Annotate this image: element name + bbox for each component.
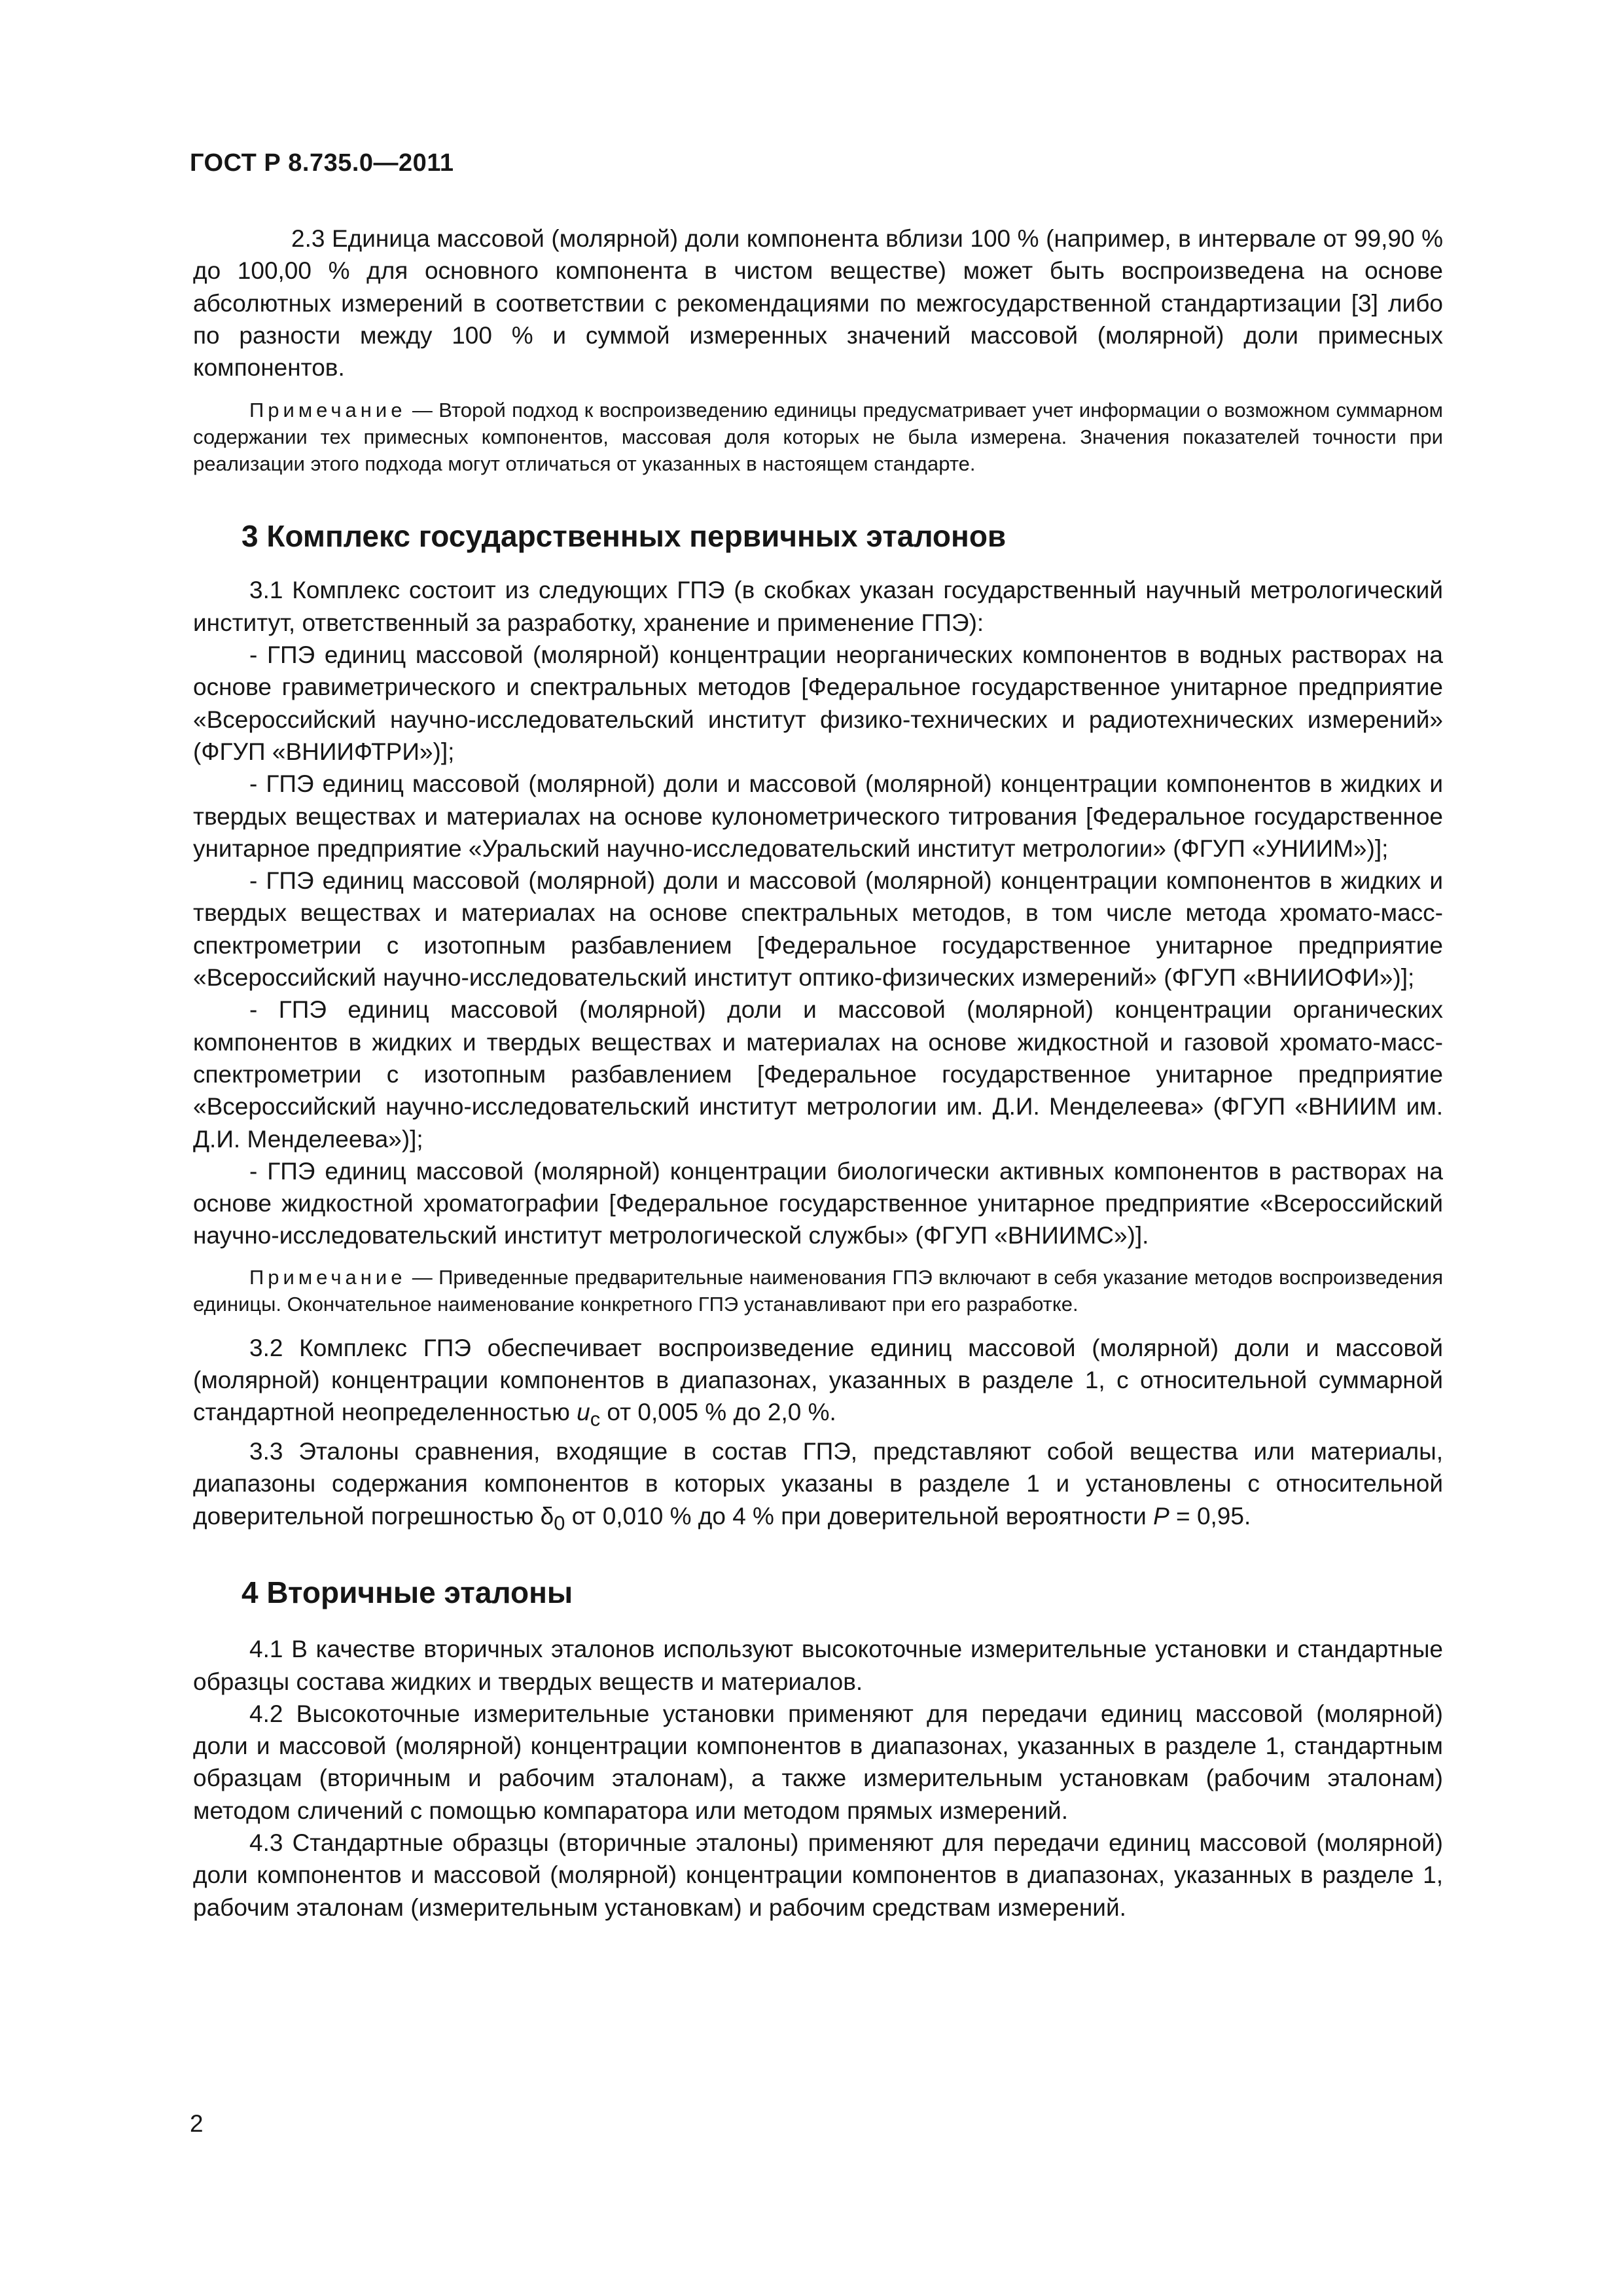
note-lead: Примечание bbox=[249, 399, 406, 422]
paragraph-3-3 bbox=[193, 1435, 1443, 1539]
paragraph-4-1: 4.1 В качестве вторичных эталонов используют высокоточные измерительные установки и стандартные образцы состава жидких и твердых веществ и материалов. bbox=[193, 1636, 1443, 1695]
p3-3-text: 3.3 Эталоны сравнения, входящие в состав ГПЭ, представляют собой вещества или материалы, диапазоны содержания компонентов в которых указаны в разделе 1 и установлены с относительной доверительной погрешностью bbox=[193, 1438, 1443, 1530]
list-item-vniims: - ГПЭ единиц массовой (молярной) концентрации биологически активных компонентов в растворах на основе жидкостной хроматографии [Федеральное государственное унитарное предприятие «Всероссийский научно-исследовательский институт метрологической службы» (ФГУП «ВНИИМС»)]. bbox=[193, 1157, 1443, 1249]
paragraph-4-2: 4.2 Высокоточные измерительные установки применяют для передачи единиц массовой (молярной) доли и массовой (молярной) концентрации компонентов в диапазонах, указанных в разделе 1, стандартным образцам (вторичным и рабочим эталонам), а также измерительным установкам (рабочим эталонам) методом сличений с помощью компаратора или методом прямых измерений. bbox=[193, 1700, 1443, 1824]
document-body bbox=[193, 223, 1443, 1924]
note-text: — Второй подход к воспроизведению единицы предусматривает учет информации о возможном суммарном содержании тех примесных компонентов, массовая доля которых не была измерена. Значения показателей точности при реализации этого подхода могут отличаться от указанных в настоящем стандарте. bbox=[193, 399, 1443, 476]
error-subscript: 0 bbox=[554, 1511, 565, 1534]
list-item-vniiftri: - ГПЭ единиц массовой (молярной) концентрации неорганических компонентов в водных растворах на основе гравиметрического и спектральных методов [Федеральное государственное унитарное предприятие «Всероссийский научно-исследовательский институт физико-технических и радиотехнических измерений» (ФГУП «ВНИИФТРИ»)]; bbox=[193, 641, 1443, 765]
p3-2-range: от 0,005 % до 2,0 %. bbox=[600, 1399, 836, 1426]
note-2 bbox=[193, 1264, 1443, 1318]
paragraph-4-3: 4.3 Стандартные образцы (вторичные эталоны) применяют для передачи единиц массовой (молярной) доли компонентов и массовой (молярной) концентрации компонентов в диапазонах, указанных в разделе 1, рабочим эталонам (измерительным установкам) и рабочим средствам измерений. bbox=[193, 1829, 1443, 1921]
note-text: — Приведенные предварительные наименования ГПЭ включают в себя указание методов воспроизведения единицы. Окончательное наименование конкретного ГПЭ устанавливают при его разработке. bbox=[193, 1265, 1443, 1316]
probability-symbol: P bbox=[1153, 1502, 1169, 1530]
section-3-heading: 3 Комплекс государственных первичных эталонов bbox=[241, 519, 1007, 554]
error-symbol: δ bbox=[540, 1502, 554, 1530]
section-4-heading: 4 Вторичные эталоны bbox=[241, 1575, 573, 1610]
uncertainty-subscript: c bbox=[590, 1407, 601, 1431]
p3-3-value: = 0,95. bbox=[1169, 1502, 1251, 1530]
uncertainty-symbol: u bbox=[577, 1399, 590, 1426]
list-item-vniim: - ГПЭ единиц массовой (молярной) доли и массовой (молярной) концентрации органических компонентов в жидких и твердых веществах и материалах на основе жидкостной и газовой хромато-масс-спектрометрии с изотопным разбавлением [Федеральное государственное унитарное предприятие «Всероссийский научно-исследовательский институт метрологии им. Д.И. Менделеева» (ФГУП «ВНИИМ им. Д.И. Менделеева»)]; bbox=[193, 996, 1443, 1153]
note-1 bbox=[193, 397, 1443, 477]
document-code: ГОСТ Р 8.735.0—2011 bbox=[190, 149, 454, 177]
list-item-vniiofi: - ГПЭ единиц массовой (молярной) доли и массовой (молярной) концентрации компонентов в жидких и твердых веществах и материалах на основе спектральных методов, в том числе метода хромато-масс-спектрометрии с изотопным разбавлением [Федеральное государственное унитарное предприятие «Всероссийский научно-исследовательский институт оптико-физических измерений» (ФГУП «ВНИИОФИ»)]; bbox=[193, 867, 1443, 992]
paragraph-3-2 bbox=[193, 1332, 1443, 1435]
note-lead: Примечание bbox=[249, 1265, 406, 1289]
list-item-uniim: - ГПЭ единиц массовой (молярной) доли и массовой (молярной) концентрации компонентов в жидких и твердых веществах и материалах на основе кулонометрического титрования [Федеральное государственное унитарное предприятие «Уральский научно-исследовательский институт метрологии» (ФГУП «УНИИМ»)]; bbox=[193, 770, 1443, 862]
p3-3-range: от 0,010 % до 4 % при доверительной вероятности bbox=[565, 1502, 1154, 1530]
paragraph-2-3: 2.3 Единица массовой (молярной) доли компонента вблизи 100 % (например, в интервале от 99,90 % до 100,00 % для основного компонента в чистом веществе) может быть воспроизведена на основе абсолютных измерений в соответствии с рекомендациями по межгосударственной стандартизации [3] либо по разности между 100 % и суммой измеренных значений массовой (молярной) доли примесных компонентов. bbox=[193, 225, 1443, 382]
page-number: 2 bbox=[190, 2110, 204, 2137]
paragraph-3-1: 3.1 Комплекс состоит из следующих ГПЭ (в скобках указан государственный научный метрологический институт, ответственный за разработку, хранение и применение ГПЭ): bbox=[193, 577, 1443, 636]
p3-2-text: 3.2 Комплекс ГПЭ обеспечивает воспроизведение единиц массовой (молярной) доли и массовой (молярной) концентрации компонентов в диапазонах, указанных в разделе 1, с относительной суммарной стандартной неопределенностью bbox=[193, 1334, 1443, 1426]
